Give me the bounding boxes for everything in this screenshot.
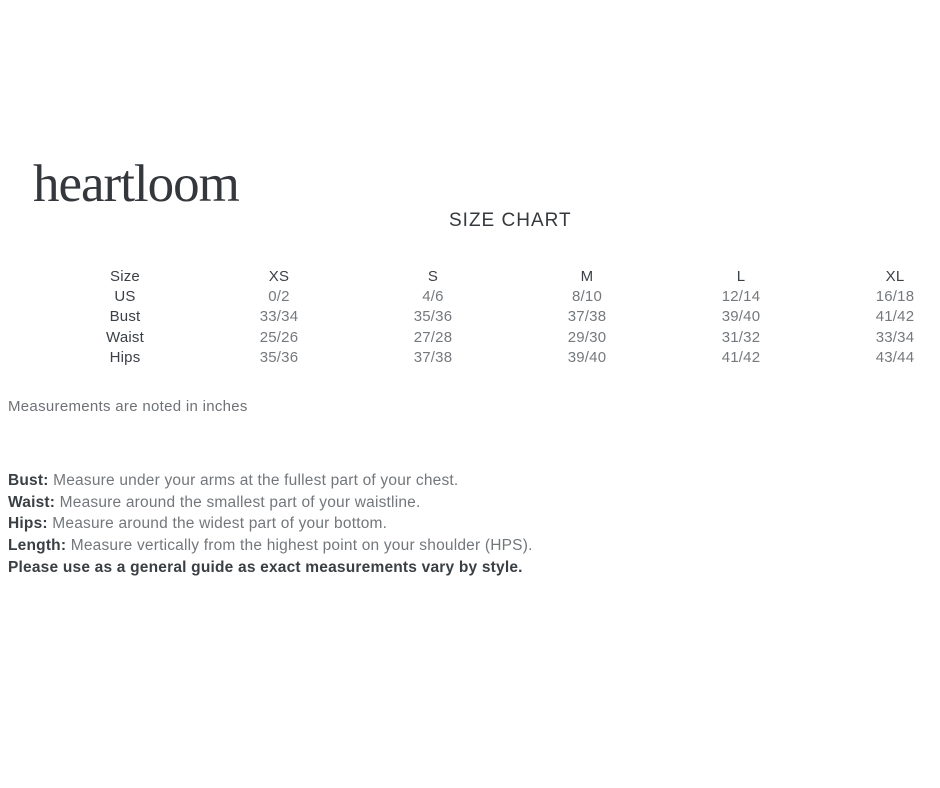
column-header-s: S <box>427 267 439 285</box>
cell-bust-l: 39/40 <box>721 308 761 326</box>
cell-waist-xs: 25/26 <box>259 328 299 346</box>
guide-text-length: Measure vertically from the highest point on your shoulder (HPS). <box>70 537 533 555</box>
guide-text-bust: Measure under your arms at the fullest part of your chest. <box>53 472 459 489</box>
cell-waist-m: 29/30 <box>567 328 607 346</box>
row-label-hips: Hips <box>109 349 141 367</box>
cell-bust-xs: 33/34 <box>259 308 299 326</box>
cell-hips-m: 39/40 <box>567 349 607 367</box>
measurement-guide <box>8 470 533 578</box>
cell-bust-xl: 41/42 <box>875 308 915 326</box>
cell-bust-m: 37/38 <box>567 308 607 326</box>
cell-waist-l: 31/32 <box>721 328 761 346</box>
guide-line-bust <box>8 470 533 492</box>
row-label-bust: Bust <box>109 308 141 326</box>
guide-term-length: Length: <box>8 537 67 555</box>
units-note: Measurements are noted in inches <box>8 398 248 415</box>
guide-text-hips: Measure around the widest part of your bottom. <box>52 515 388 533</box>
guide-term-bust: Bust: <box>8 472 49 489</box>
cell-us-m: 8/10 <box>572 288 602 306</box>
column-header-l: L <box>736 267 746 285</box>
cell-us-xs: 0/2 <box>268 288 290 306</box>
guide-text-waist: Measure around the smallest part of your waistline. <box>59 493 421 511</box>
cell-hips-xl: 43/44 <box>875 349 915 367</box>
column-header-xs: XS <box>268 267 290 285</box>
guide-disclaimer: Please use as a general guide as exact measurements vary by style. <box>8 558 523 576</box>
guide-term-waist: Waist: <box>8 493 56 511</box>
cell-hips-l: 41/42 <box>721 349 761 367</box>
column-header-xl: XL <box>885 267 905 285</box>
brand-logo: heartloom <box>33 155 239 213</box>
guide-term-hips: Hips: <box>8 515 48 533</box>
guide-line-waist <box>8 492 533 514</box>
cell-us-l: 12/14 <box>721 288 761 306</box>
cell-us-xl: 16/18 <box>875 288 915 306</box>
guide-line-length <box>8 535 533 557</box>
cell-bust-s: 35/36 <box>413 308 453 326</box>
row-label-us: US <box>114 288 136 306</box>
size-chart-title: SIZE CHART <box>449 210 572 231</box>
cell-hips-xs: 35/36 <box>259 349 299 367</box>
cell-hips-s: 37/38 <box>413 349 453 367</box>
column-header-m: M <box>580 267 594 285</box>
cell-waist-s: 27/28 <box>413 328 453 346</box>
guide-line-hips <box>8 513 533 535</box>
column-header-size: Size <box>110 267 140 285</box>
size-chart-table <box>48 266 940 368</box>
cell-us-s: 4/6 <box>422 288 444 306</box>
cell-waist-xl: 33/34 <box>875 328 915 346</box>
row-label-waist: Waist <box>106 328 144 346</box>
